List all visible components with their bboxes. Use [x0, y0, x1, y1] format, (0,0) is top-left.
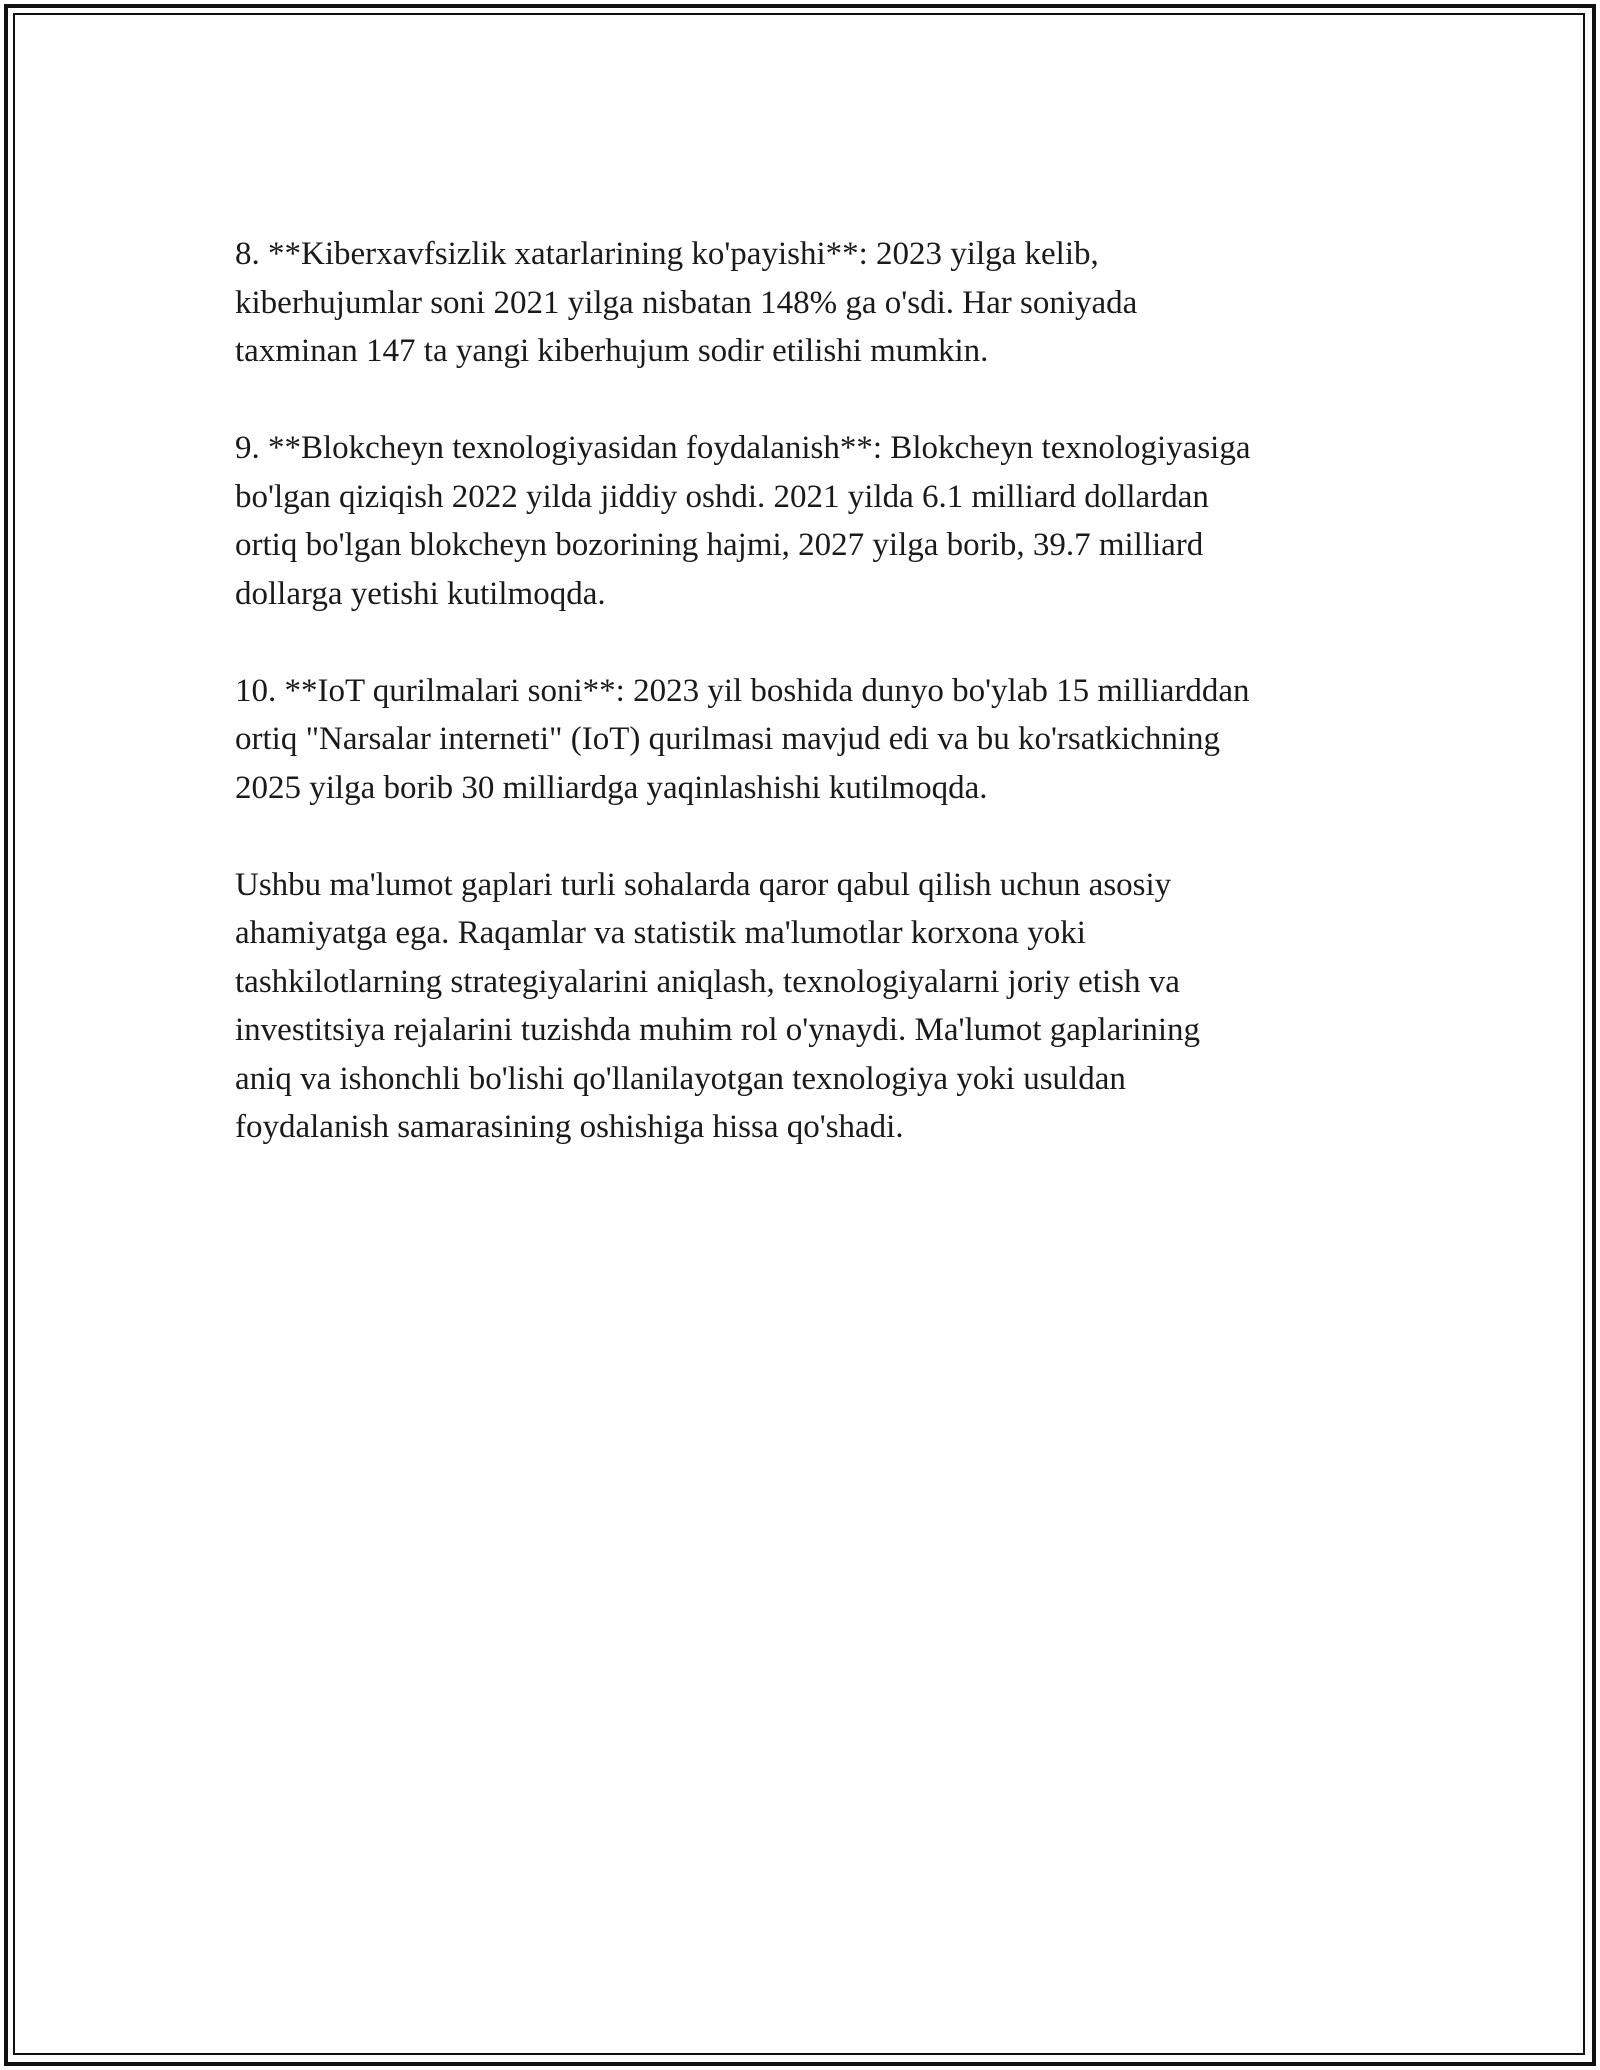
paragraph-item-9: 9. **Blokcheyn texnologiyasidan foydalanish**: Blokcheyn texnologiyasiga bo'lgan qiziqish 2022 yilda jiddiy oshdi. 2021 yilda 6.1 milliard dollardan ortiq bo'lgan blokcheyn bozorining hajmi, 2027 yilga borib, 39.7 milliard dollarga yetishi kutilmoqda.: [235, 430, 1251, 612]
paragraph-item-10: 10. **IoT qurilmalari soni**: 2023 yil boshida dunyo bo'ylab 15 milliarddan ortiq "Narsalar interneti" (IoT) qurilmasi mavjud edi va bu ko'rsatkichning 2025 yilga borib 30 milliardga yaqinlashishi kutilmoqda.: [235, 672, 1250, 806]
paragraph-item-8: 8. **Kiberxavfsizlik xatarlarining ko'payishi**: 2023 yilga kelib, kiberhujumlar soni 2021 yilga nisbatan 148% ga o'sdi. Har soniyada taxminan 147 ta yangi kiberhujum sodir etilishi mumkin.: [235, 236, 1138, 369]
document-body: [235, 230, 1375, 1200]
paragraph-conclusion: Ushbu ma'lumot gaplari turli sohalarda qaror qabul qilish uchun asosiy ahamiyatga ega. Raqamlar va statistik ma'lumotlar korxona yoki tashkilotlarning strategiyalarini aniqlash, texnologiyalarni joriy etish va investitsiya rejalarini tuzishda muhim rol o'ynaydi. Ma'lumot gaplarining aniq va ishonchli bo'lishi qo'llanilayotgan texnologiya yoki usuldan foydalanish samarasining oshishiga hissa qo'shadi.: [235, 866, 1201, 1145]
